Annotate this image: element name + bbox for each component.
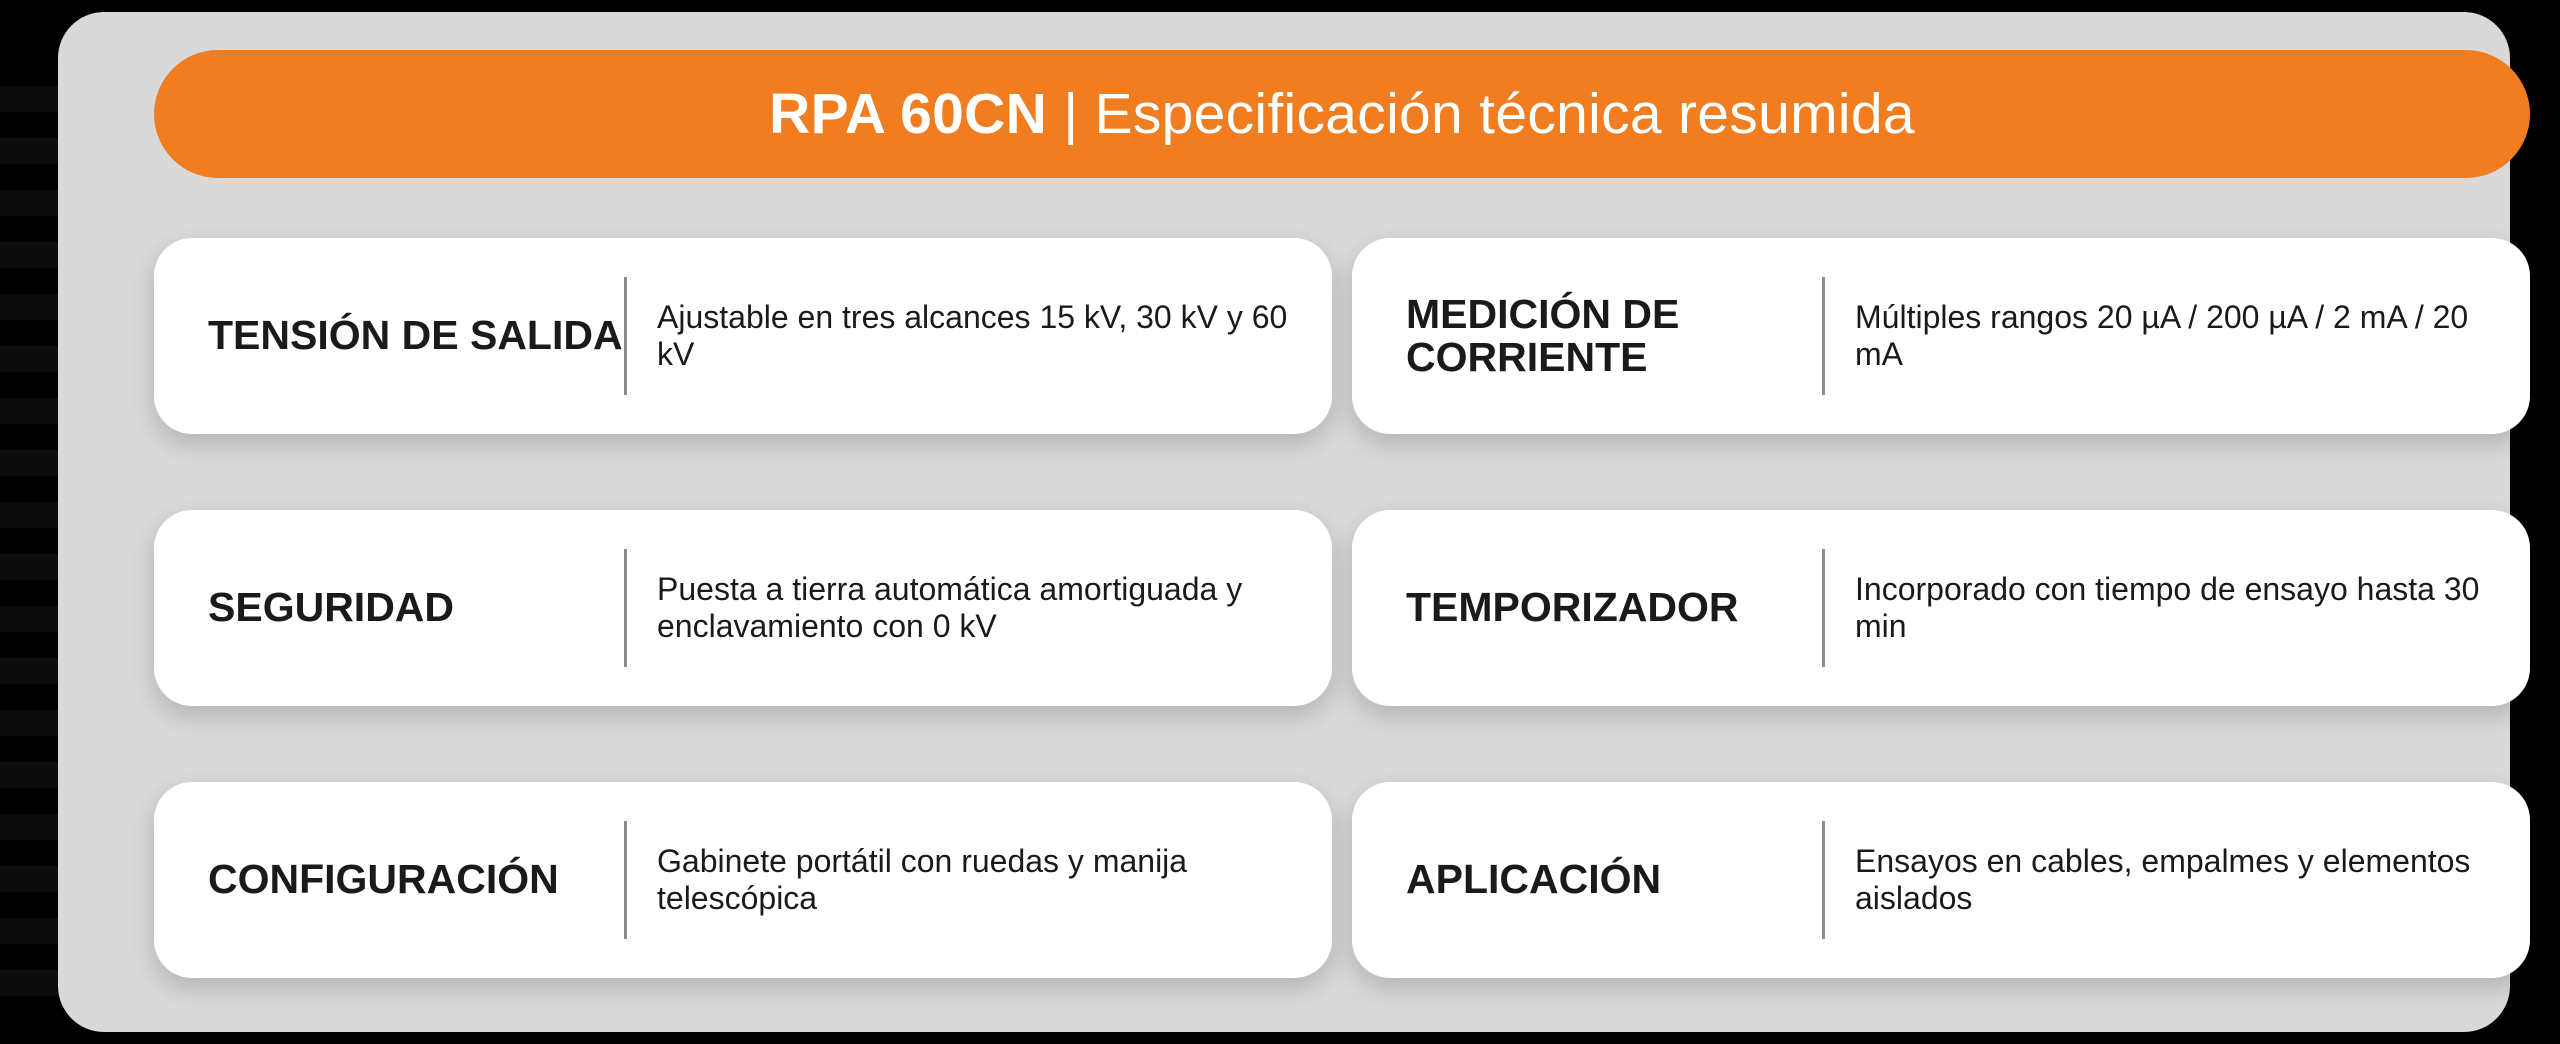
spec-card (1352, 238, 2530, 434)
spec-card (1352, 782, 2530, 978)
header-separator: | (1047, 82, 1095, 146)
header-model: RPA 60CN (769, 82, 1048, 146)
spec-label: TENSIÓN DE SALIDA (208, 312, 623, 359)
spec-panel (58, 12, 2510, 1032)
spec-divider (1822, 549, 1825, 667)
page-title (769, 81, 1915, 147)
spec-card (154, 238, 1332, 434)
spec-label: TEMPORIZADOR (1406, 584, 1739, 631)
spec-label: APLICACIÓN (1406, 856, 1662, 903)
spec-label: CONFIGURACIÓN (208, 856, 559, 903)
spec-card (1352, 510, 2530, 706)
spec-card (154, 782, 1332, 978)
spec-label: SEGURIDAD (208, 584, 455, 631)
spec-divider (624, 549, 627, 667)
spec-label: MEDICIÓN DE CORRIENTE (1406, 290, 1680, 380)
spec-value: Ensayos en cables, empalmes y elementos aislados (1855, 842, 2471, 916)
spec-value: Gabinete portátil con ruedas y manija telescópica (657, 842, 1188, 916)
spec-card (154, 510, 1332, 706)
spec-divider (1822, 821, 1825, 939)
spec-divider (624, 277, 627, 395)
spec-divider (624, 821, 627, 939)
spec-card-grid (154, 238, 2530, 978)
spec-value: Ajustable en tres alcances 15 kV, 30 kV y 60 kV (657, 298, 1288, 372)
spec-value: Múltiples rangos 20 µA / 200 µA / 2 mA / 20 mA (1855, 298, 2469, 372)
spec-divider (1822, 277, 1825, 395)
header-banner (154, 50, 2530, 178)
header-subtitle: Especificación técnica resumida (1094, 82, 1915, 146)
spec-value: Puesta a tierra automática amortiguada y enclavamiento con 0 kV (657, 570, 1243, 644)
spec-value: Incorporado con tiempo de ensayo hasta 30 min (1855, 570, 2480, 644)
